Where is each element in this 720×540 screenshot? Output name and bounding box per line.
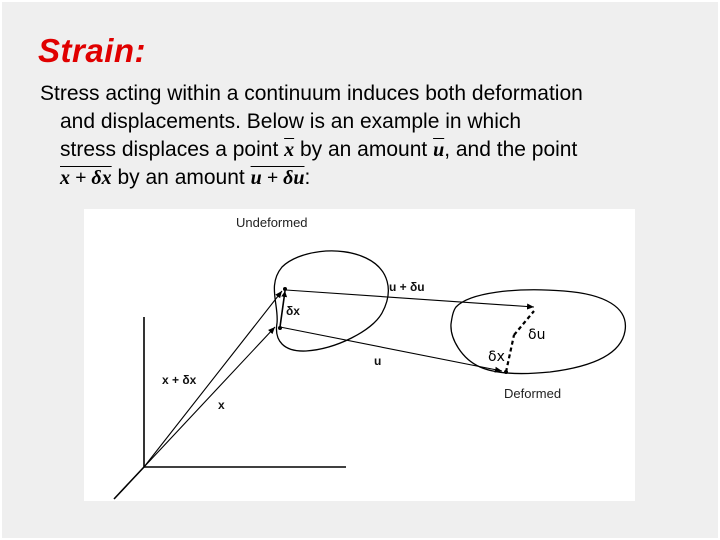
vector-u	[280, 327, 502, 371]
math-x: $\overline{x}$	[284, 139, 295, 161]
paragraph-line-1: Stress acting within a continuum induces both deformation	[40, 82, 583, 105]
vector-x	[144, 327, 275, 467]
vector-dx-undeformed	[280, 291, 285, 327]
point-x	[278, 326, 282, 330]
label-u-plus-du: u + δu	[389, 280, 425, 294]
paragraph-line-3-text-a: stress displaces a point	[60, 138, 279, 161]
label-u: u	[374, 354, 382, 368]
undeformed-body	[274, 251, 388, 351]
paragraph-line-4-text-c: :	[304, 166, 311, 189]
paragraph-line-3	[40, 136, 700, 164]
label-du: δu	[528, 327, 546, 343]
point-deformed-1	[504, 370, 508, 374]
slide-title: Strain:	[38, 32, 147, 69]
slide-paragraph	[40, 80, 700, 192]
label-x: x	[218, 398, 225, 412]
axis-depth	[114, 467, 144, 499]
label-x-plus-dx: x + δx	[162, 373, 197, 387]
paragraph-line-3-text-b: by an amount	[299, 138, 428, 161]
point-x-plus-dx	[283, 287, 287, 291]
label-undeformed: Undeformed	[236, 215, 308, 230]
label-dx-undeformed: δx	[286, 304, 300, 318]
label-deformed: Deformed	[504, 386, 562, 401]
paragraph-line-2: and displacements. Below is an example in which	[60, 110, 522, 133]
deformation-diagram	[84, 209, 635, 501]
math-u-plus-du: u + δu	[250, 167, 305, 189]
label-dx-deformed: δx	[488, 349, 505, 365]
vector-dx-deformed	[506, 335, 514, 372]
deformation-figure	[84, 209, 635, 501]
math-u: $\overline{u}$	[433, 139, 445, 161]
paragraph-line-3-text-c: , and the point	[444, 138, 578, 161]
math-x-plus-dx: x + δx	[60, 167, 112, 189]
paragraph-line-4-text-b: by an amount	[117, 166, 245, 189]
paragraph-line-4	[40, 164, 700, 192]
